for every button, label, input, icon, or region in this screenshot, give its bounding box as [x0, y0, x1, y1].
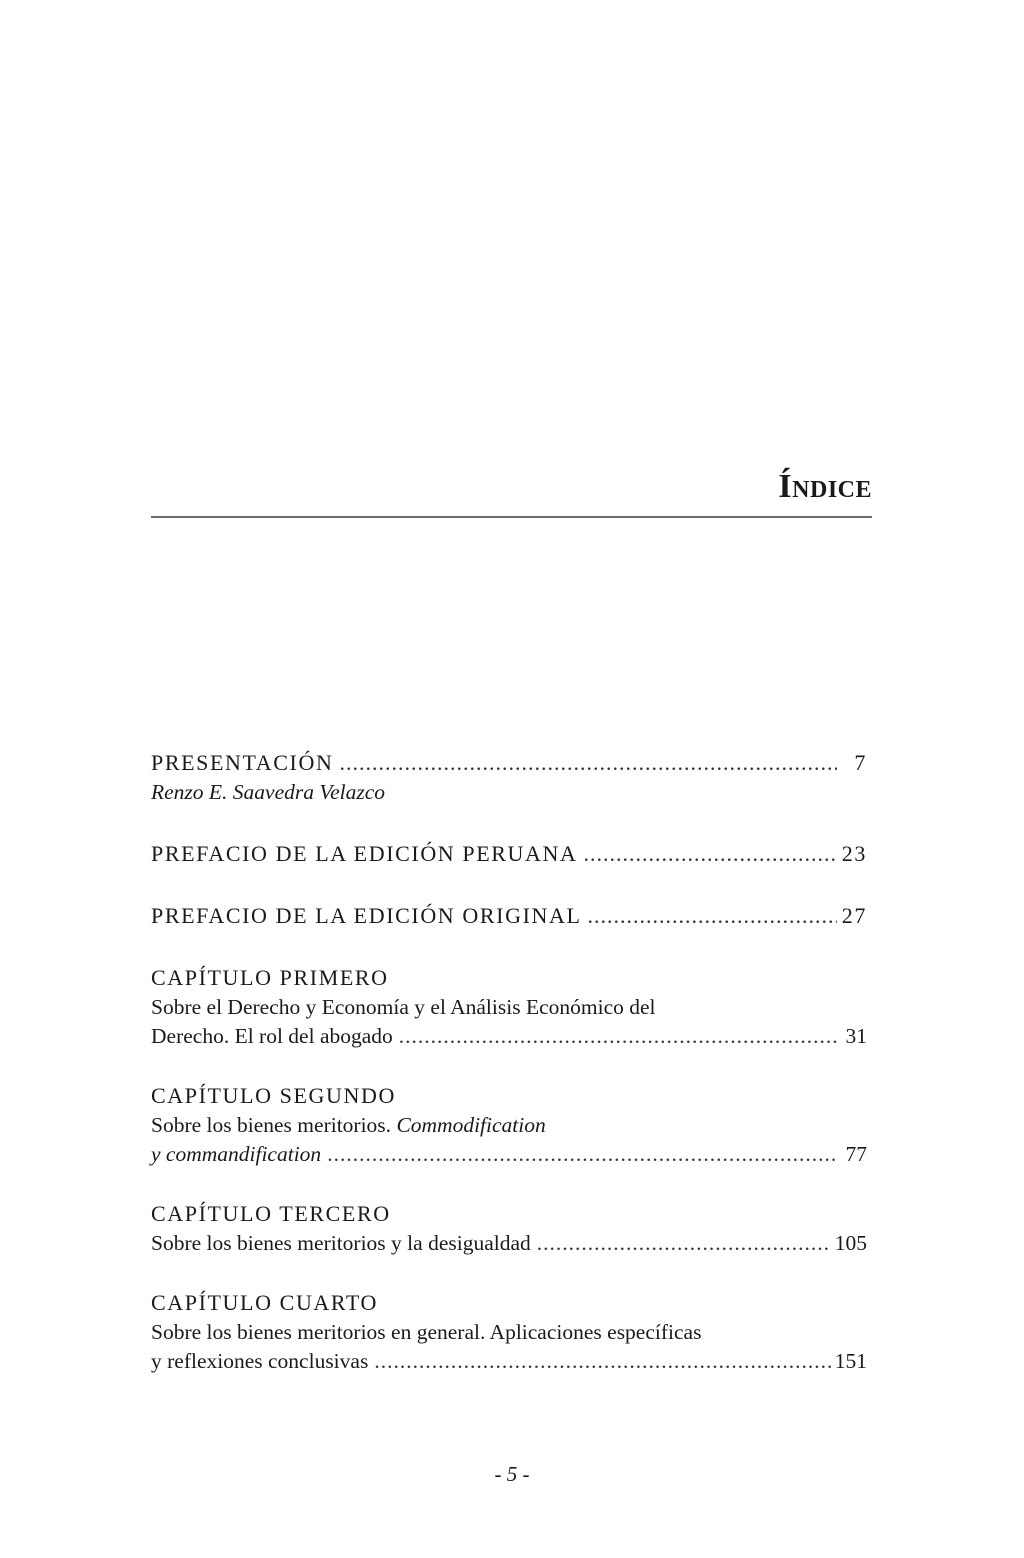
- toc-subtitle-line: [151, 1111, 867, 1140]
- toc-heading: CAPÍTULO SEGUNDO: [151, 1083, 396, 1108]
- toc-entry-prefacio-peruana[interactable]: [151, 839, 867, 869]
- toc-entry-presentacion[interactable]: [151, 748, 867, 807]
- toc-page-number: 27: [841, 903, 867, 928]
- page-number-footer: - 5 -: [494, 1462, 530, 1486]
- dot-leader: [399, 1022, 837, 1051]
- toc-heading-line: [151, 748, 867, 778]
- toc-subtitle-line-last: [151, 1022, 867, 1051]
- toc-page-number: 23: [841, 841, 867, 866]
- title-rule: [151, 516, 872, 518]
- toc-subtitle: Derecho. El rol del abogado: [151, 1024, 393, 1048]
- toc-subtitle: Sobre el Derecho y Economía y el Análisis Económico del: [151, 995, 656, 1019]
- toc-subtitle: Sobre los bienes meritorios.: [151, 1113, 392, 1137]
- toc-heading-line: [151, 839, 867, 869]
- toc-heading: CAPÍTULO CUARTO: [151, 1290, 379, 1315]
- toc-entry-capitulo-tercero[interactable]: [151, 1199, 867, 1258]
- toc-subtitle-line-last: [151, 1229, 867, 1258]
- toc-author-name: Renzo E. Saavedra Velazco: [151, 780, 386, 804]
- toc-subtitle: Sobre los bienes meritorios y la desigualdad: [151, 1231, 531, 1255]
- toc-subtitle-italic: Commodification: [396, 1113, 546, 1137]
- toc-heading: CAPÍTULO TERCERO: [151, 1201, 391, 1226]
- toc-subtitle-line-last: [151, 1140, 867, 1169]
- toc-entry-capitulo-primero[interactable]: [151, 963, 867, 1051]
- toc-author: [151, 778, 867, 807]
- toc-heading: PREFACIO DE LA EDICIÓN PERUANA: [151, 841, 578, 866]
- page-title: Índice: [778, 468, 872, 505]
- toc-subtitle-italic: y commandification: [151, 1142, 322, 1166]
- toc-entry-prefacio-original[interactable]: [151, 901, 867, 931]
- toc-entry-capitulo-segundo[interactable]: [151, 1081, 867, 1169]
- dot-leader: [588, 901, 837, 931]
- toc-subtitle: Sobre los bienes meritorios en general. Aplicaciones específicas: [151, 1320, 702, 1344]
- toc-subtitle: y reflexiones conclusivas: [151, 1349, 369, 1373]
- toc-subtitle-line: [151, 1318, 867, 1347]
- toc-heading-line: [151, 901, 867, 931]
- spacer: [151, 1258, 867, 1288]
- dot-leader: [327, 1140, 837, 1169]
- table-of-contents: [151, 748, 867, 1376]
- spacer: [151, 931, 867, 963]
- dot-leader: [374, 1347, 830, 1376]
- spacer: [151, 1051, 867, 1081]
- dot-leader: [339, 748, 837, 778]
- toc-subtitle-line-last: [151, 1347, 867, 1376]
- spacer: [151, 1169, 867, 1199]
- toc-heading: CAPÍTULO PRIMERO: [151, 965, 389, 990]
- toc-page-number: 105: [834, 1231, 867, 1255]
- spacer: [151, 807, 867, 839]
- toc-heading: PRESENTACIÓN: [151, 750, 334, 775]
- toc-entry-capitulo-cuarto[interactable]: [151, 1288, 867, 1376]
- toc-page-number: 151: [834, 1349, 867, 1373]
- toc-page-number: 77: [845, 1142, 867, 1166]
- toc-page-number: 31: [845, 1024, 867, 1048]
- toc-heading: PREFACIO DE LA EDICIÓN ORIGINAL: [151, 903, 582, 928]
- toc-page-number: 7: [854, 750, 867, 775]
- dot-leader: [584, 839, 838, 869]
- toc-subtitle-line: [151, 993, 867, 1022]
- dot-leader: [537, 1229, 831, 1258]
- spacer: [151, 869, 867, 901]
